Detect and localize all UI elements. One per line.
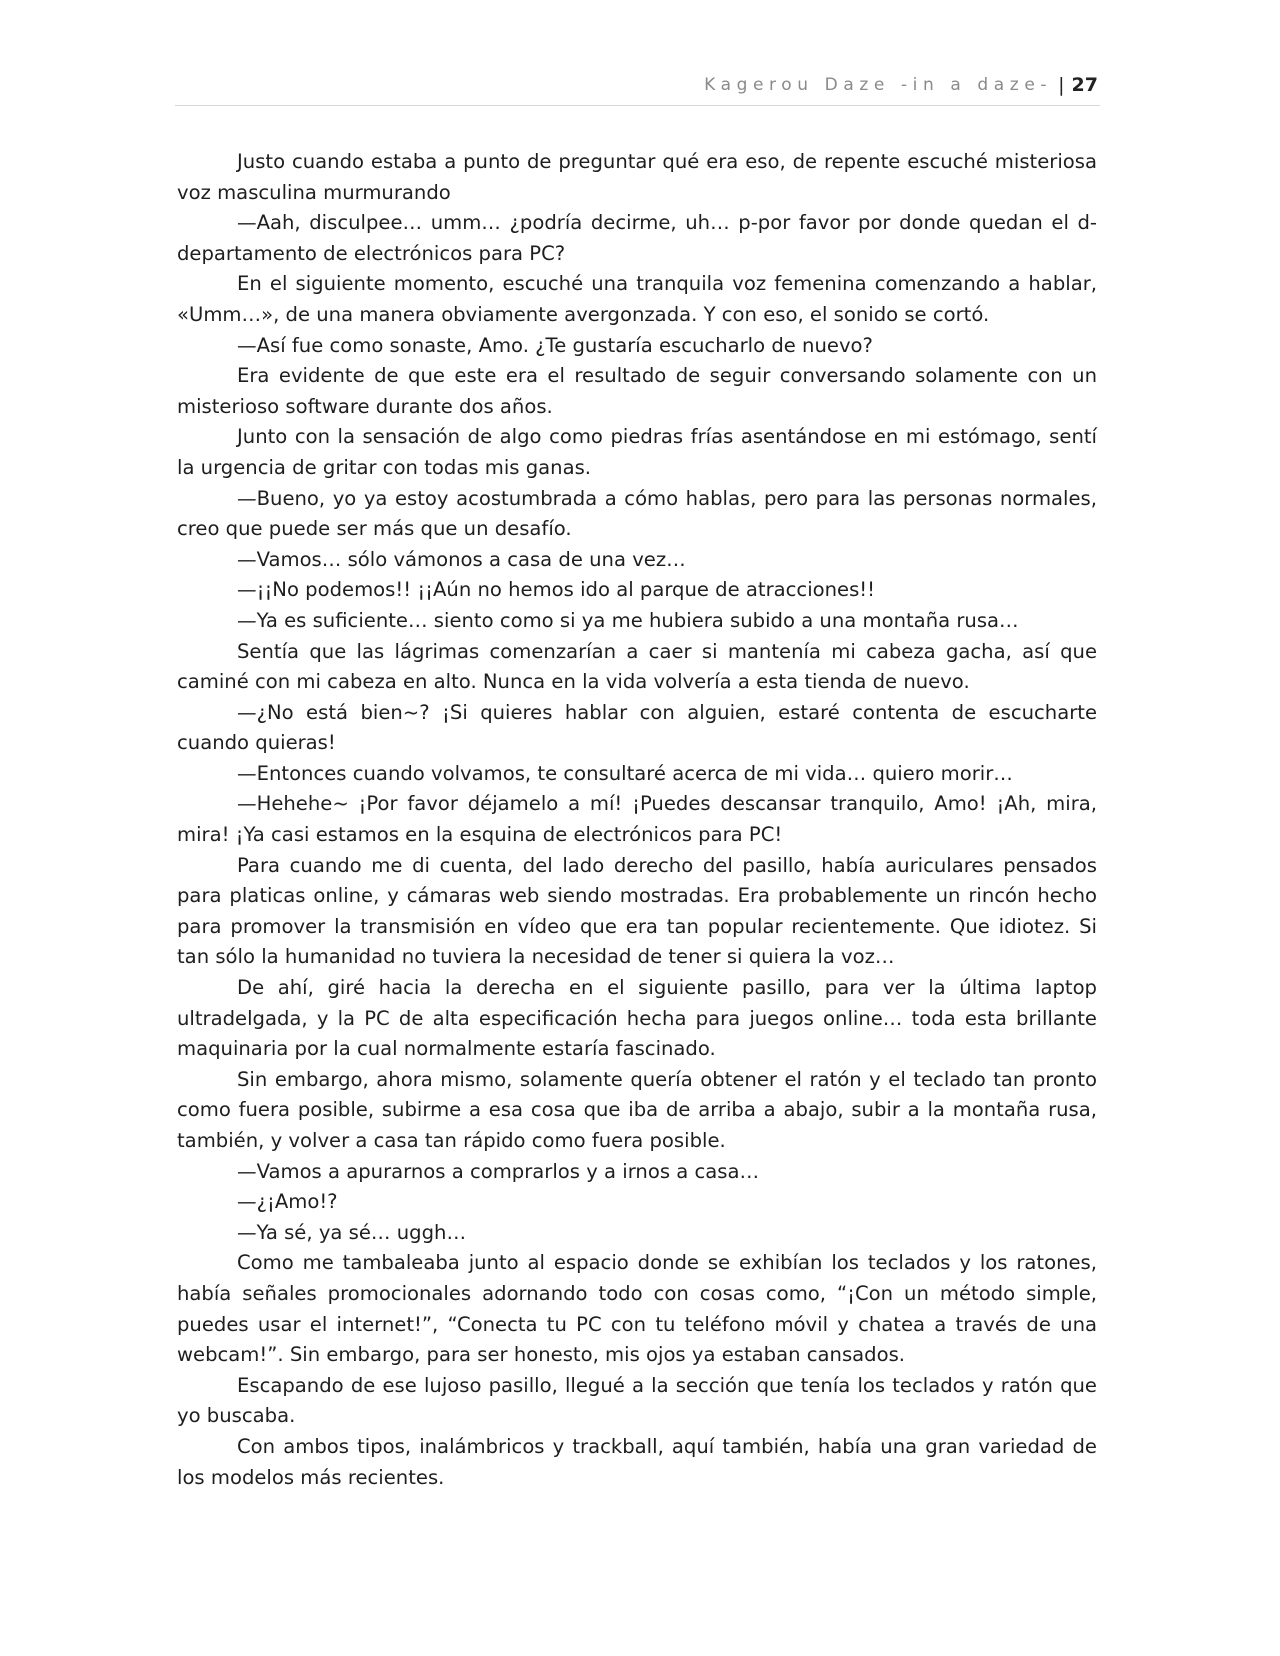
paragraph: En el siguiente momento, escuché una tranquila voz femenina comenzando a hablar, «Umm…», de una manera obviamente avergonzada. Y con eso, el sonido se cortó. bbox=[177, 272, 1097, 326]
paragraph: —Aah, disculpee… umm… ¿podría decirme, uh… p-por favor por donde quedan el d-departamento de electrónicos para PC? bbox=[177, 211, 1097, 265]
paragraph: Era evidente de que este era el resultado de seguir conversando solamente con un misterioso software durante dos años. bbox=[177, 364, 1097, 418]
paragraph: Como me tambaleaba junto al espacio donde se exhibían los teclados y los ratones, había señales promocionales adornando todo con cosas como, “¡Con un método simple, puedes usar el internet!”, “Conecta tu PC con tu teléfono móvil y chatea a través de una webcam!”. Sin embargo, para ser honesto, mis ojos ya estaban cansados. bbox=[177, 1251, 1097, 1367]
paragraph: Con ambos tipos, inalámbricos y trackball, aquí también, había una gran variedad de los modelos más recientes. bbox=[177, 1434, 1097, 1489]
paragraph: —Vamos… sólo vámonos a casa de una vez… bbox=[237, 547, 686, 571]
paragraph: —Ya es suficiente… siento como si ya me hubiera subido a una montaña rusa… bbox=[237, 608, 1019, 632]
paragraph: —Ya sé, ya sé… uggh… bbox=[237, 1220, 467, 1244]
paragraph: Para cuando me di cuenta, del lado derecho del pasillo, había auriculares pensados para platicas online, y cámaras web siendo mostradas. Era probablemente un rincón hecho para promover la transmisión en vídeo que era tan popular recientemente. Que idiotez. Si tan sólo la humanidad no tuviera la necesidad de tener si quiera la voz… bbox=[177, 853, 1097, 969]
paragraph: —¡¡No podemos!! ¡¡Aún no hemos ido al parque de atracciones!! bbox=[237, 578, 876, 602]
paragraph: —Así fue como sonaste, Amo. ¿Te gustaría escucharlo de nuevo? bbox=[237, 333, 873, 357]
paragraph: Escapando de ese lujoso pasillo, llegué a la sección que tenía los teclados y ratón que yo buscaba. bbox=[177, 1373, 1097, 1428]
page-number: 27 bbox=[1071, 74, 1098, 96]
paragraph: —Entonces cuando volvamos, te consultaré acerca de mi vida… quiero morir… bbox=[237, 761, 1013, 785]
book-title: Kagerou Daze -in a daze- bbox=[704, 75, 1053, 95]
header-separator: | bbox=[1058, 74, 1065, 96]
paragraph: Sentía que las lágrimas comenzarían a caer si mantenía mi cabeza gacha, así que caminé con mi cabeza en alto. Nunca en la vida volvería a esta tienda de nuevo. bbox=[177, 639, 1097, 694]
paragraph: —Vamos a apurarnos a comprarlos y a irnos a casa… bbox=[237, 1159, 760, 1183]
paragraph: Sin embargo, ahora mismo, solamente quería obtener el ratón y el teclado tan pronto como fuera posible, subirme a esa cosa que iba de arriba a abajo, subir a la montaña rusa, también, y volver a casa tan rápido como fuera posible. bbox=[177, 1067, 1097, 1152]
page-header bbox=[175, 68, 1100, 106]
paragraph: —Bueno, yo ya estoy acostumbrada a cómo hablas, pero para las personas normales, creo que puede ser más que un desafío. bbox=[177, 486, 1097, 541]
paragraph: —¿¡Amo!? bbox=[237, 1190, 338, 1214]
paragraph: Justo cuando estaba a punto de preguntar qué era eso, de repente escuché misteriosa voz masculina murmurando bbox=[177, 150, 1097, 204]
running-head bbox=[704, 74, 1098, 96]
paragraph: De ahí, giré hacia la derecha en el siguiente pasillo, para ver la última laptop ultradelgada, y la PC de alta especificación hecha para juegos online… toda esta brillante maquinaria por la cual normalmente estaría fascinado. bbox=[177, 976, 1097, 1061]
page-body bbox=[177, 147, 1097, 1493]
paragraph: Junto con la sensación de algo como piedras frías asentándose en mi estómago, sentí la urgencia de gritar con todas mis ganas. bbox=[177, 425, 1097, 479]
paragraph: —Hehehe~ ¡Por favor déjamelo a mí! ¡Puedes descansar tranquilo, Amo! ¡Ah, mira, mira! ¡Ya casi estamos en la esquina de electrónicos para PC! bbox=[177, 792, 1097, 847]
paragraph: —¿No está bien~? ¡Si quieres hablar con alguien, estaré contenta de escucharte cuando quieras! bbox=[177, 700, 1097, 755]
